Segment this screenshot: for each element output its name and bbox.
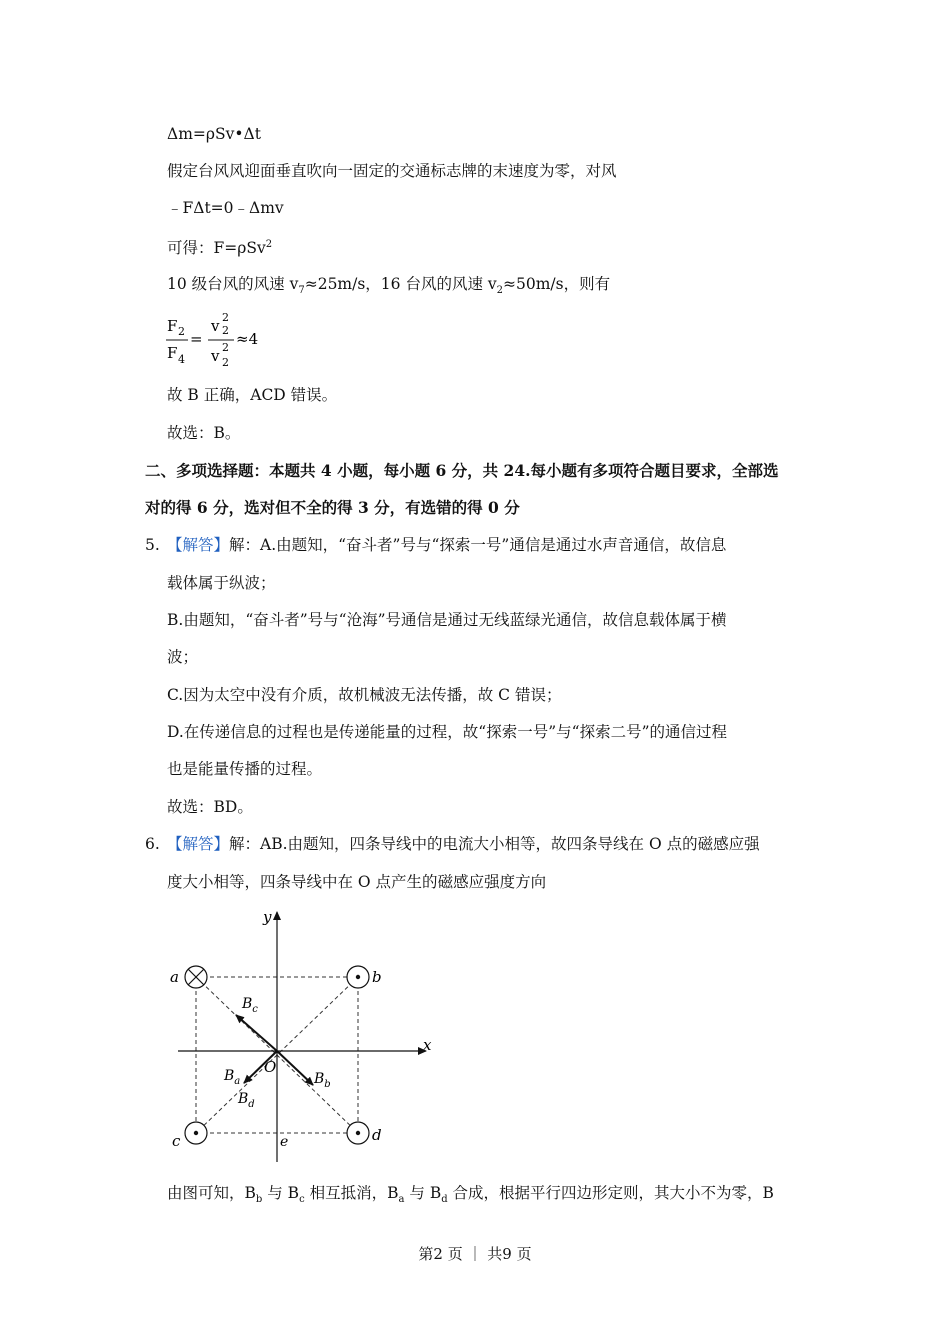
vector-bb-label: $B_b$ bbox=[314, 1071, 331, 1090]
frac-f-den: F bbox=[167, 344, 178, 362]
vector-bb bbox=[277, 1051, 313, 1085]
formula-mass: Δm=ρSv•Δt bbox=[167, 125, 261, 143]
q6-l3-e: 合成，根据平行四边形定则，其大小不为零，B bbox=[447, 1184, 774, 1202]
q5-line-d2: 也是能量传播的过程。 bbox=[167, 760, 323, 778]
section-heading-line-2: 对的得 6 分，选对但不全的得 3 分，有选错的得 0 分 bbox=[145, 498, 520, 517]
q6-l3-d: 与 B bbox=[404, 1184, 442, 1202]
q6-l3-c: 相互抵消，B bbox=[304, 1184, 399, 1202]
q5-line-d1: D.在传递信息的过程也是传递能量的过程，故“探索一号”与“探索二号”的通信过程 bbox=[167, 723, 728, 741]
q6-line-2: 度大小相等，四条导线中在 O 点产生的磁感应强度方向 bbox=[167, 873, 547, 891]
q5-line-b1: B.由题知，“奋斗者”号与“沧海”号通信是通过无线蓝绿光通信，故信息载体属于横 bbox=[167, 611, 727, 629]
q5-a1-text: 解：A.由题知，“奋斗者”号与“探索一号”通信是通过水声音通信，故信息 bbox=[229, 536, 727, 554]
section-heading-line-1: 二、多项选择题：本题共 4 小题，每小题 6 分，共 24.每小题有多项符合题目要求，全部选 bbox=[145, 461, 779, 480]
frac-f-den-sub: 4 bbox=[178, 353, 185, 366]
text-assumption: 假定台风风迎面垂直吹向一固定的交通标志牌的末速度为零，对风 bbox=[167, 162, 617, 180]
q6-l3-b: 与 B bbox=[262, 1184, 300, 1202]
vector-ba-label: $B_a$ bbox=[224, 1068, 241, 1087]
frac-approx: ≈4 bbox=[236, 330, 259, 348]
q5-number: 5. bbox=[145, 536, 160, 554]
q6-l1-text: 解：AB.由题知，四条导线中的电流大小相等，故四条导线在 O 点的磁感应强 bbox=[229, 835, 760, 853]
q5-answer: 故选：BD。 bbox=[167, 798, 253, 816]
q6-number: 6. bbox=[145, 835, 160, 853]
x-axis-label: x bbox=[423, 1036, 432, 1054]
wire-a-label: a bbox=[170, 968, 179, 986]
q6-tag: 【解答】 bbox=[167, 835, 230, 853]
page-footer: 第2 页 ｜ 共9 页 bbox=[418, 1245, 532, 1263]
wire-c-out-of-page-icon bbox=[185, 1122, 207, 1144]
q6-line-1 bbox=[167, 833, 760, 855]
wind-sub-2: 2 bbox=[496, 285, 504, 297]
point-e-label: e bbox=[280, 1134, 289, 1150]
q5-line-a1 bbox=[167, 534, 726, 556]
wind-text-b: ≈25m/s，16 台风的风速 v bbox=[304, 275, 497, 293]
q6-l3-s2: c bbox=[299, 1194, 305, 1206]
frac-v-den-sup: 2 bbox=[222, 341, 229, 354]
q6-l3-a: 由图可知，B bbox=[167, 1184, 256, 1202]
formula-impulse: ﹣FΔt=0﹣Δmv bbox=[167, 199, 284, 217]
origin-label: O bbox=[264, 1058, 277, 1076]
frac-v-num: v bbox=[211, 317, 220, 335]
fraction-formula bbox=[166, 310, 276, 374]
frac-v-num-sub: 2 bbox=[222, 324, 229, 337]
text-answer-4: 故选：B。 bbox=[167, 424, 241, 442]
q6-line-3 bbox=[167, 1182, 774, 1211]
wind-sub-1: 7 bbox=[298, 285, 305, 297]
frac-v-den: v bbox=[211, 347, 220, 365]
text-wind-speeds bbox=[167, 273, 610, 302]
wire-a-into-page-icon bbox=[185, 966, 207, 988]
frac-v-num-sup: 2 bbox=[222, 311, 229, 324]
frac-v-den-sub: 2 bbox=[222, 356, 229, 369]
text-conclusion: 故 B 正确，ACD 错误。 bbox=[167, 386, 338, 404]
formula-force-exp: 2 bbox=[265, 239, 273, 250]
wire-d-out-of-page-icon bbox=[347, 1122, 369, 1144]
wire-c-label: c bbox=[172, 1132, 181, 1150]
wind-text-c: ≈50m/s，则有 bbox=[503, 275, 611, 293]
q6-l3-s3: a bbox=[398, 1194, 405, 1206]
q5-line-a2: 载体属于纵波； bbox=[167, 574, 276, 592]
wire-d-label: d bbox=[372, 1126, 382, 1144]
vector-bc-label: $B_c$ bbox=[242, 996, 258, 1015]
formula-force bbox=[167, 234, 272, 259]
wind-text-a: 10 级台风的风速 v bbox=[167, 275, 299, 293]
wire-b-label: b bbox=[372, 968, 382, 986]
q5-line-c1: C.因为太空中没有介质，故机械波无法传播，故 C 错误； bbox=[167, 686, 562, 704]
q5-line-b2: 波； bbox=[167, 648, 199, 666]
vector-bc bbox=[236, 1015, 277, 1051]
y-axis-label: y bbox=[263, 908, 272, 926]
formula-force-text: 可得：F=ρSv bbox=[167, 239, 266, 258]
q6-l3-s1: b bbox=[255, 1194, 263, 1206]
vector-bd-label: $B_d$ bbox=[238, 1091, 255, 1110]
frac-f-num-sub: 2 bbox=[178, 325, 185, 338]
frac-eq: = bbox=[190, 330, 203, 348]
frac-f-num: F bbox=[167, 317, 178, 335]
wire-b-out-of-page-icon bbox=[347, 966, 369, 988]
magnetic-field-figure bbox=[160, 900, 450, 1170]
q5-tag: 【解答】 bbox=[167, 536, 230, 554]
q6-l3-s4: d bbox=[441, 1194, 448, 1206]
